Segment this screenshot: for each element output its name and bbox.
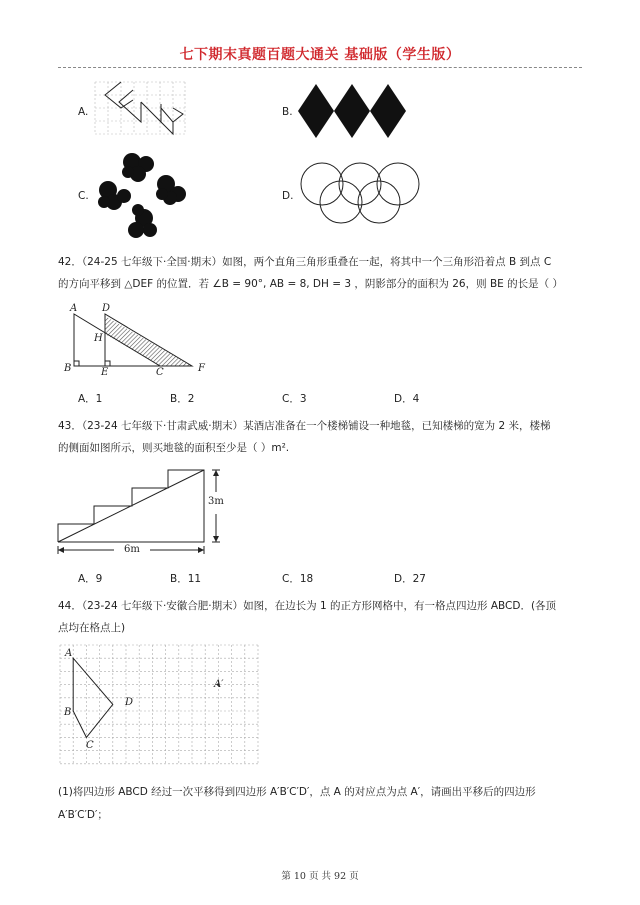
- q44-label-a-prime: A′: [214, 679, 224, 690]
- q42-option-b: B．2: [170, 393, 195, 405]
- q43-option-d: D．27: [394, 573, 426, 585]
- header-divider: [58, 67, 582, 68]
- q42-text-line2: 的方向平移到 △DEF 的位置．若 ∠B = 90°, AB = 8, DH = 3 ，阴影部分的面积为 26，则 BE 的长是（ ）: [58, 278, 563, 290]
- q42-label-d: D: [102, 303, 111, 314]
- q43-option-b: B．11: [170, 573, 202, 585]
- q42-label-e: E: [101, 367, 109, 378]
- q43-staircase-figure: [58, 470, 238, 562]
- q42-label-f: F: [198, 363, 205, 374]
- q41-figure-c: [94, 150, 190, 242]
- q42-option-d: D．4: [394, 393, 420, 405]
- q43-width-label: 6m: [124, 544, 140, 555]
- q43-option-a: A．9: [78, 573, 103, 585]
- q44-label-c: C: [86, 740, 94, 751]
- q44-text-line1: 44．（23-24 七年级下·安徽合肥·期末）如图，在边长为 1 的正方形网格中，有一格点四边形 ABCD．(各顶: [58, 600, 557, 612]
- q42-label-c: C: [156, 367, 164, 378]
- page-header-title: 七下期末真题百题大通关 基础版（学生版）: [179, 47, 461, 63]
- q44-part1-line1: (1)将四边形 ABCD 经过一次平移得到四边形 A′B′C′D′，点 A 的对应点为点 A′，请画出平移后的四边形: [58, 786, 536, 798]
- q41-option-c-label: C.: [78, 190, 89, 202]
- q41-figure-b: [298, 84, 408, 140]
- q43-option-c: C．18: [282, 573, 314, 585]
- q42-label-a: A: [70, 303, 78, 314]
- q44-part1-line2: A′B′C′D′；: [58, 809, 108, 821]
- q41-figure-d: [296, 162, 424, 226]
- q43-height-label: 3m: [208, 496, 224, 507]
- q42-option-c: C．3: [282, 393, 307, 405]
- q41-figure-a: [95, 82, 190, 144]
- q42-option-a: A．1: [78, 393, 103, 405]
- q43-text-line1: 43．（23-24 七年级下·甘肃武威·期末）某酒店准备在一个楼梯铺设一种地毯，已知楼梯的宽为 2 米，楼梯: [58, 420, 551, 432]
- q41-option-b-label: B.: [282, 106, 293, 118]
- q42-label-b: B: [64, 363, 72, 374]
- q44-label-b: B: [64, 707, 72, 718]
- q42-triangle-figure: [60, 302, 220, 377]
- q43-text-line2: 的侧面如图所示，则买地毯的面积至少是（ ）m².: [58, 442, 290, 454]
- q41-option-d-label: D.: [282, 190, 294, 202]
- q44-label-d: D: [125, 697, 134, 708]
- q41-option-a-label: A.: [78, 106, 89, 118]
- q42-label-h: H: [94, 333, 103, 344]
- page-footer: 第 10 页 共 92 页: [281, 871, 359, 882]
- q44-label-a: A: [65, 648, 73, 659]
- q44-text-line2: 点均在格点上): [58, 622, 126, 634]
- q42-text-line1: 42．（24-25 七年级下·全国·期末）如图，两个直角三角形重叠在一起，将其中一个三角形沿着点 B 到点 C: [58, 256, 552, 268]
